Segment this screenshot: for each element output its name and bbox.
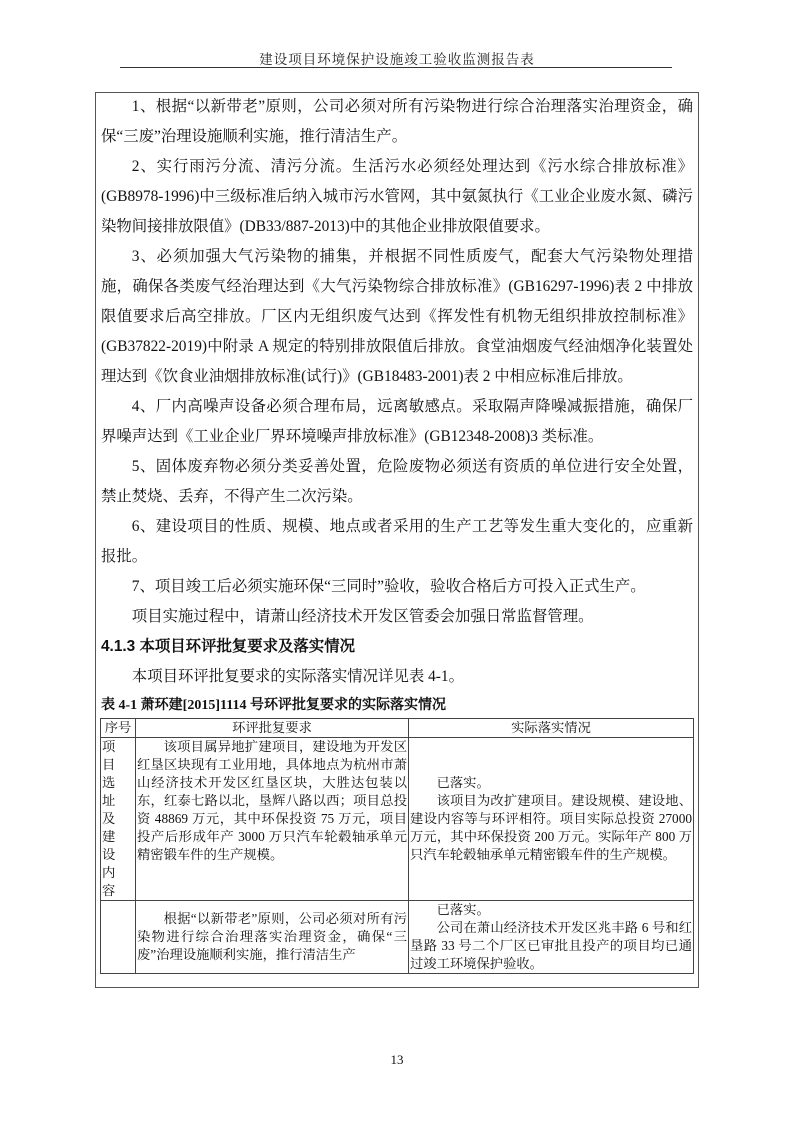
- section-heading: 4.1.3 本项目环评批复要求及落实情况: [101, 638, 355, 655]
- table-row: [101, 901, 694, 974]
- row-no: 项目选址及建设内容: [101, 738, 136, 901]
- paragraph-6: 6、建设项目的性质、规模、地点或者采用的生产工艺等发生重大变化的，应重新报批。: [101, 518, 693, 565]
- paragraph-3: 3、必须加强大气污染物的捕集，并根据不同性质废气，配套大气污染物处理措施，确保各类废气经治理达到《大气污染物综合排放标准》(GB16297-1996)表 2 中排放限值要求后高空排放。厂区内无组织废气达到《挥发性有机物无组织排放控制标准》(GB37822-2019)中附录 A 规定的特别排放限值后排放。食堂油烟废气经油烟净化装置处理达到《饮食业油烟排放标准(试行)》(GB18483-2001)表 2 中相应标准后排放。: [101, 248, 693, 385]
- header-requirement: 环评批复要求: [136, 719, 409, 738]
- paragraph-4: 4、厂内高噪声设备必须合理布局，远离敏感点。采取隔声降噪减振措施，确保厂界噪声达到《工业企业厂界环境噪声排放标准》(GB12348-2008)3 类标准。: [101, 398, 693, 445]
- header-no: 序号: [101, 719, 136, 738]
- paragraph-2: 2、实行雨污分流、清污分流。生活污水必须经处理达到《污水综合排放标准》(GB8978-1996)中三级标准后纳入城市污水管网，其中氨氮执行《工业企业废水氮、磷污染物间接排放限值》(DB33/887-2013)中的其他企业排放限值要求。: [101, 158, 693, 235]
- page-number: 13: [390, 1052, 404, 1067]
- table-header-row: [101, 719, 694, 738]
- section-intro: 本项目环评批复要求的实际落实情况详见表 4-1。: [131, 668, 464, 685]
- row-requirement: 根据“以新带老”原则，公司必须对所有污染物进行综合治理落实治理资金，确保“三废”治理设施顺利实施，推行清洁生产: [136, 901, 409, 974]
- row-actual: [409, 738, 694, 901]
- row-actual-text: 公司在萧山经济技术开发区兆丰路 6 号和红垦路 33 号二个厂区已审批且投产的项目均已通过竣工环境保护验收。: [410, 920, 692, 971]
- table-caption: 表 4-1 萧环建[2015]1114 号环评批复要求的实际落实情况: [101, 698, 446, 713]
- running-header: 建设项目环境保护设施竣工验收监测报告表: [259, 52, 535, 67]
- paragraph-8: 项目实施过程中，请萧山经济技术开发区管委会加强日常监督管理。: [131, 608, 594, 625]
- row-status: 已落实。: [436, 775, 490, 790]
- row-actual-text: 该项目为改扩建项目。建设规模、建设地、建设内容等与环评相符。项目实际总投资 27000 万元，其中环保投资 200 万元。实际年产 800 万只汽车轮毂轴承单元精密锻车件的生产规模。: [410, 793, 692, 862]
- row-requirement: 该项目属异地扩建项目，建设地为开发区红垦区块现有工业用地，具体地点为杭州市萧山经济技术开发区红垦区块，大胜达包装以东，红泰七路以北，垦辉八路以西；项目总投资 48869 万元，其中环保投资 75 万元，项目投产后形成年产 3000 万只汽车轮毂轴承单元精密锻车件的生产规模。: [136, 738, 409, 901]
- table-row: [101, 738, 694, 901]
- row-no: [101, 901, 136, 974]
- row-actual: [409, 901, 694, 974]
- paragraph-5: 5、固体废弃物必须分类妥善处置，危险废物必须送有资质的单位进行安全处置，禁止焚烧、丢弃，不得产生二次污染。: [101, 458, 693, 505]
- paragraph-7: 7、项目竣工后必须实施环保“三同时”验收，验收合格后方可投入正式生产。: [131, 578, 646, 595]
- document-body: [101, 92, 693, 720]
- row-status: 已落实。: [436, 902, 490, 917]
- paragraph-1: 1、根据“以新带老”原则，公司必须对所有污染物进行综合治理落实治理资金，确保“三废”治理设施顺利实施，推行清洁生产。: [101, 98, 693, 145]
- header-rule: [120, 67, 672, 68]
- approval-table: [100, 718, 694, 974]
- header-actual: 实际落实情况: [409, 719, 694, 738]
